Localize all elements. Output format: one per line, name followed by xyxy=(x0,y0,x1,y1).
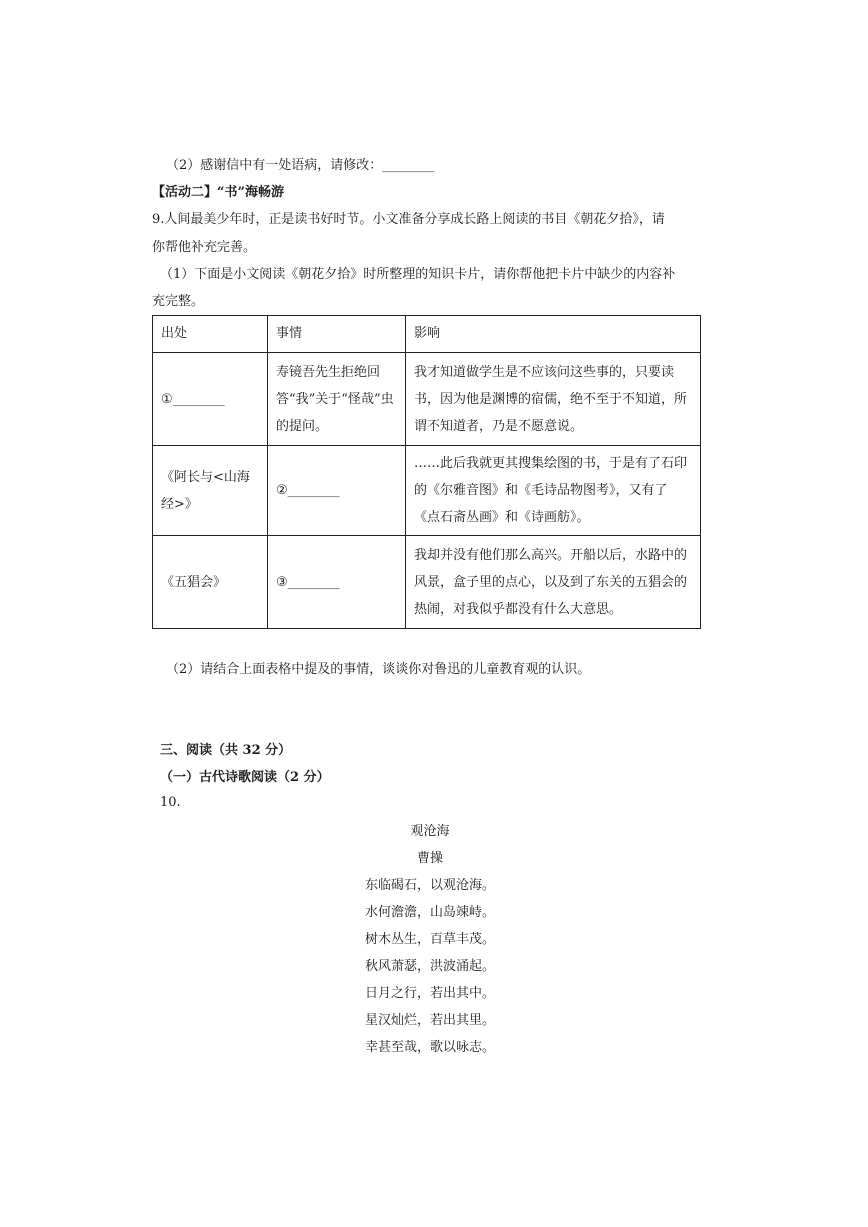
poem-title: 观沧海 xyxy=(410,824,450,839)
poem-line: 东临碣石，以观沧海。 xyxy=(364,878,495,893)
q9-stem-line1: 9.人间最美少年时，正是读书好时节。小文准备分享成长路上阅读的书目《朝花夕拾》，请 xyxy=(152,212,665,227)
row1-event: 寿镜吾先生拒绝回答“我”关于“怪哉”虫的提问。 xyxy=(268,353,406,446)
row2-impact: ……此后我就更其搜集绘图的书，于是有了石印的《尔雅音图》和《毛诗品物图考》，又有了《点石斋丛画》和《诗画舫》。 xyxy=(406,446,701,536)
poem-line: 树木丛生，百草丰茂。 xyxy=(364,932,495,947)
row2-event-blank: ②________ xyxy=(268,446,406,536)
q9-part2: （2）请结合上面表格中提及的事情，谈谈你对鲁迅的儿童教育观的认识。 xyxy=(166,662,591,677)
row3-impact: 我却并没有他们那么高兴。开船以后，水路中的风景，盒子里的点心，以及到了东关的五猖会的热闹，对我似乎都没有什么大意思。 xyxy=(406,536,701,629)
header-impact: 影响 xyxy=(406,316,701,353)
table-header-row xyxy=(153,316,701,353)
row1-source-blank: ①________ xyxy=(153,353,268,446)
q9-part1-line2: 充完整。 xyxy=(152,294,205,309)
row3-event-blank: ③________ xyxy=(268,536,406,629)
table-row xyxy=(153,446,701,536)
row2-source: 《阿长与<山海经>》 xyxy=(153,446,268,536)
row3-source: 《五猖会》 xyxy=(153,536,268,629)
knowledge-card-table xyxy=(152,315,701,629)
q9-stem-line2: 你帮他补充完善。 xyxy=(152,240,257,255)
header-source: 出处 xyxy=(153,316,268,353)
poem-line: 秋风萧瑟，洪波涌起。 xyxy=(364,959,495,974)
activity2-heading: 【活动二】“书”海畅游 xyxy=(152,185,284,200)
table-row xyxy=(153,536,701,629)
section3-subheading: （一）古代诗歌阅读（2 分） xyxy=(160,770,330,785)
q10-number: 10. xyxy=(160,795,181,810)
poem-line: 星汉灿烂，若出其里。 xyxy=(364,1013,495,1028)
poem-line: 日月之行，若出其中。 xyxy=(364,986,495,1001)
q9-part1-line1: （1）下面是小文阅读《朝花夕拾》时所整理的知识卡片，请你帮他把卡片中缺少的内容补 xyxy=(160,267,676,282)
row1-impact: 我才知道做学生是不应该问这些事的，只要读书，因为他是渊博的宿儒，绝不至于不知道，所谓不知道者，乃是不愿意说。 xyxy=(406,353,701,446)
section3-heading: 三、阅读（共 32 分） xyxy=(160,743,292,758)
q8-part2: （2）感谢信中有一处语病，请修改：________ xyxy=(166,158,435,173)
poem-author: 曹操 xyxy=(416,851,443,866)
header-event: 事情 xyxy=(268,316,406,353)
table-row xyxy=(153,353,701,446)
poem-line: 幸甚至哉，歌以咏志。 xyxy=(364,1040,495,1055)
poem-line: 水何澹澹，山岛竦峙。 xyxy=(364,905,495,920)
